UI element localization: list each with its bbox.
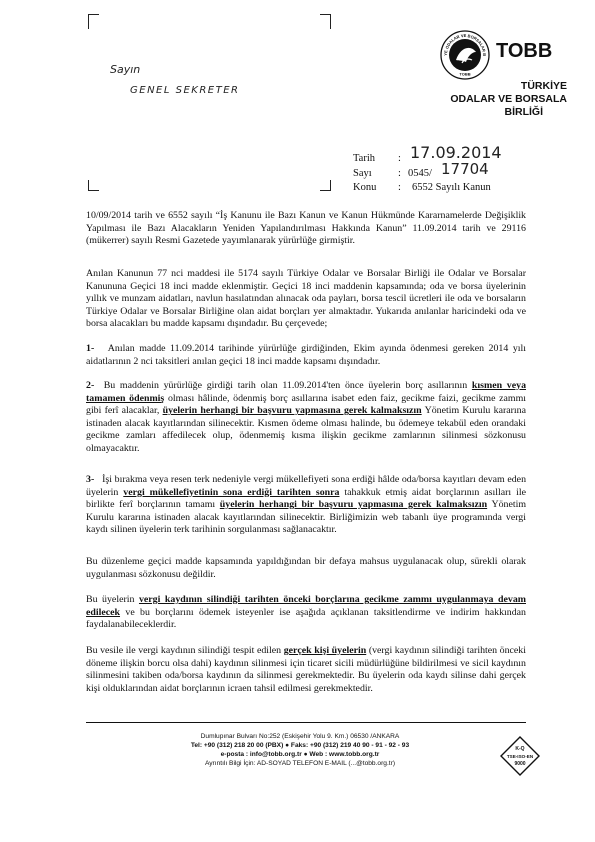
corner-mark-bottom-right [320,180,331,191]
number-colon: : [398,168,401,179]
intro-text: 10/09/2014 tarih ve 6552 sayılı “İş Kanunu ile Bazı Kanun ve Kanun Hükmünde Kararnamelerde Değişiklik Yapılması ile Bazı Alacakların Yeniden Yapılandırılması Hakkında Kanun” 11.09.2014 tarih ve 29116 (mükerrer) sayılı Resmi Gazetede yayımlanarak yürürlüğe girmiştir. [86,210,526,247]
item-1-number: 1- [86,343,95,354]
recipient-salutation: Sayın [110,63,141,76]
corner-mark-top-right [320,14,331,29]
seal-ring-text: YE ODALAR VE BORSALAR B [442,32,488,57]
footer-address: Dumlupınar Bulvarı No:252 (Eskişehir Yolu 9. Km.) 06530 /ANKARA [200,733,400,740]
date-colon: : [398,153,401,164]
corner-mark-top-left [88,14,99,29]
item-3-text-c: Yönetim Kurulu kararına istinaden alacak kayıtlarından silinecektir. Birliğimizin web tabanlı üye programında vergi kaydı silinen üyelerin terk tarihinin sorgulanması sağlanacaktır. [86,499,527,536]
org-name-line3: BİRLİĞİ [504,106,543,118]
paragraph-one-time [86,556,526,581]
footer-address-block [140,732,460,768]
item-3-text-a: İşi bırakma veya resen terk nedeniyle vergi mükellefiyeti sona erdiği hâlde oda/borsa kayıtları devam eden üyelerin [86,474,527,498]
recipient-title: GENEL SEKRETER [130,85,240,96]
date-label: Tarih [353,153,376,164]
paragraph-real-persons [86,645,526,695]
subject-label: Konu [353,182,377,193]
item-1-text: Anılan madde 11.09.2014 tarihinde yürürlüğe girdiğinden, Ekim ayında ödenmesi gereken 2014 yılı aidatlarının 2 nci taksitleri anılan geçici 18 inci madde kapsamı dışındadır. [86,343,526,367]
cert-mid-text: TSE-ISO-EN [506,754,534,759]
real-persons-text-a: Bu vesile ile vergi kaydının silindiği tespit edilen [86,645,284,656]
tobb-seal-logo [440,30,490,80]
brand-name: TOBB [496,40,553,62]
item-3 [86,474,526,537]
subject-value: 6552 Sayılı Kanun [412,182,491,193]
paragraph-scope [86,268,526,331]
item-3-number: 3- [86,474,95,485]
one-time-text: Bu düzenleme geçici madde kapsamında yapıldığından bir defaya mahsus uygulanacak olup, sürekli olarak uygulanması sözkonusu değildir. [86,556,526,580]
footer-contact-info: Ayrıntılı Bilgi İçin: AD-SOYAD TELEFON E-MAIL (...@tobb.org.tr) [204,760,396,767]
item-2-text-c: Yönetim Kurulu kararına istinaden alacak kayıtlarından silinecektir. Kısmen ödeme olması halinde, bu ödemeye tekabül eden orandaki gecikme zamları affedilecek olup, ödenmemiş kısma ilişkin gecikme zamlarının silinmesi sözkonusu olmayacaktır. [86,405,526,454]
org-name-line1: TÜRKİYE [520,80,567,92]
real-persons-text-b: (vergi kaydının silindiği tarihten önceki döneme ilişkin borcu olsa dahi) kaydının silinmesi için ticaret sicili müdürlüğüne bildirilmesi ve sicil kaydının silinmesini takiben oda/borsa kaydının da silinmesi gerekmektedir. Bu üyelerin oda kaydı silinse dahi gerçek kişi olduklarından aidat borçlarının icraen tahsil edilmesi gerekmektedir. [86,645,526,694]
cert-bottom-text: 9000 [514,761,526,767]
item-2-text-b: olması hâlinde, ödenmiş borç asıllarına isabet eden faiz, gecikme faizi, gecikme zammı gibi ferî alacaklar, [86,392,527,417]
item-3-emphasis-1: vergi mükellefiyetinin sona erdiği tarihten sonra [123,486,340,498]
item-2-number: 2- [86,380,95,391]
late-fee-text-b: ve bu borçlarını ödemek isteyenler ise aşağıda açıklanan taksitlendirme ve indirim hakkından faydalanabileceklerdir. [86,606,526,631]
real-persons-emphasis: gerçek kişi üyelerin [283,645,367,656]
date-value: 17.09.2014 [410,143,502,162]
late-fee-text-a: Bu üyelerin [86,594,139,605]
number-label: Sayı [353,168,372,179]
late-fee-emphasis: vergi kaydının silindiği tarihten önceki borçlarına gecikme zammı uygulanmaya devam edilecek [86,594,526,618]
item-3-emphasis-2: üyelerin herhangi bir başvuru yapmasına gerek kalmaksızın [219,499,488,511]
subject-colon: : [398,182,401,193]
item-2-emphasis-2: üyelerin herhangi bir başvuru yapmasına gerek kalmaksızın [162,405,422,417]
item-2-emphasis-1: kısmen veya tamamen ödenmiş [86,380,527,404]
corner-mark-bottom-left [88,180,99,191]
item-2 [86,380,526,456]
tse-certificate-icon [500,736,540,776]
footer-email-web: e-posta : info@tobb.org.tr ● Web : www.tobb.org.tr [220,751,380,758]
intro-paragraph [86,210,526,248]
scope-text: Anılan Kanunun 77 nci maddesi ile 5174 sayılı Türkiye Odalar ve Borsalar Birliği ile Odalar ve Borsalar Kanununa Geçici 18 inci madde eklenmiştir. Geçici 18 inci maddenin kapsamında; oda ve borsa üyelerinin yıllık ve munzam aidatları, navlun hasılatından alınacak oda payları, borsa tescil ücretleri ile oda ve borsaların Türkiye Odalar ve Borsalar Birliğine olan aidat borçları yer almaktadır. Yukarıda anılanlar haricindeki oda ve borsa alacakları bu madde kapsamı dışındadır. Bu çerçevede; [86,268,526,330]
number-prefix: 0545/ [408,168,432,179]
cert-top-text: K-Q [515,746,525,752]
seal-bottom-text: TOBB [459,71,471,77]
item-1 [86,343,526,368]
paragraph-late-fee [86,594,526,632]
number-handwritten: 17704 [441,160,489,178]
footer-phone-fax: Tel: +90 (312) 218 20 00 (PBX) ● Faks: +90 (312) 219 40 90 - 91 - 92 - 93 [190,742,410,749]
footer-divider [86,722,526,723]
item-3-text-b: tahakkuk etmiş aidat borçlarının asılları ile birlikte ferî borçlarının tamamı [86,486,526,511]
item-2-text-a: Bu maddenin yürürlüğe girdiği tarih olan 11.09.2014'ten önce üyelerin borç asıllarının [103,380,472,391]
org-name-line2: ODALAR VE BORSALA [450,93,567,105]
